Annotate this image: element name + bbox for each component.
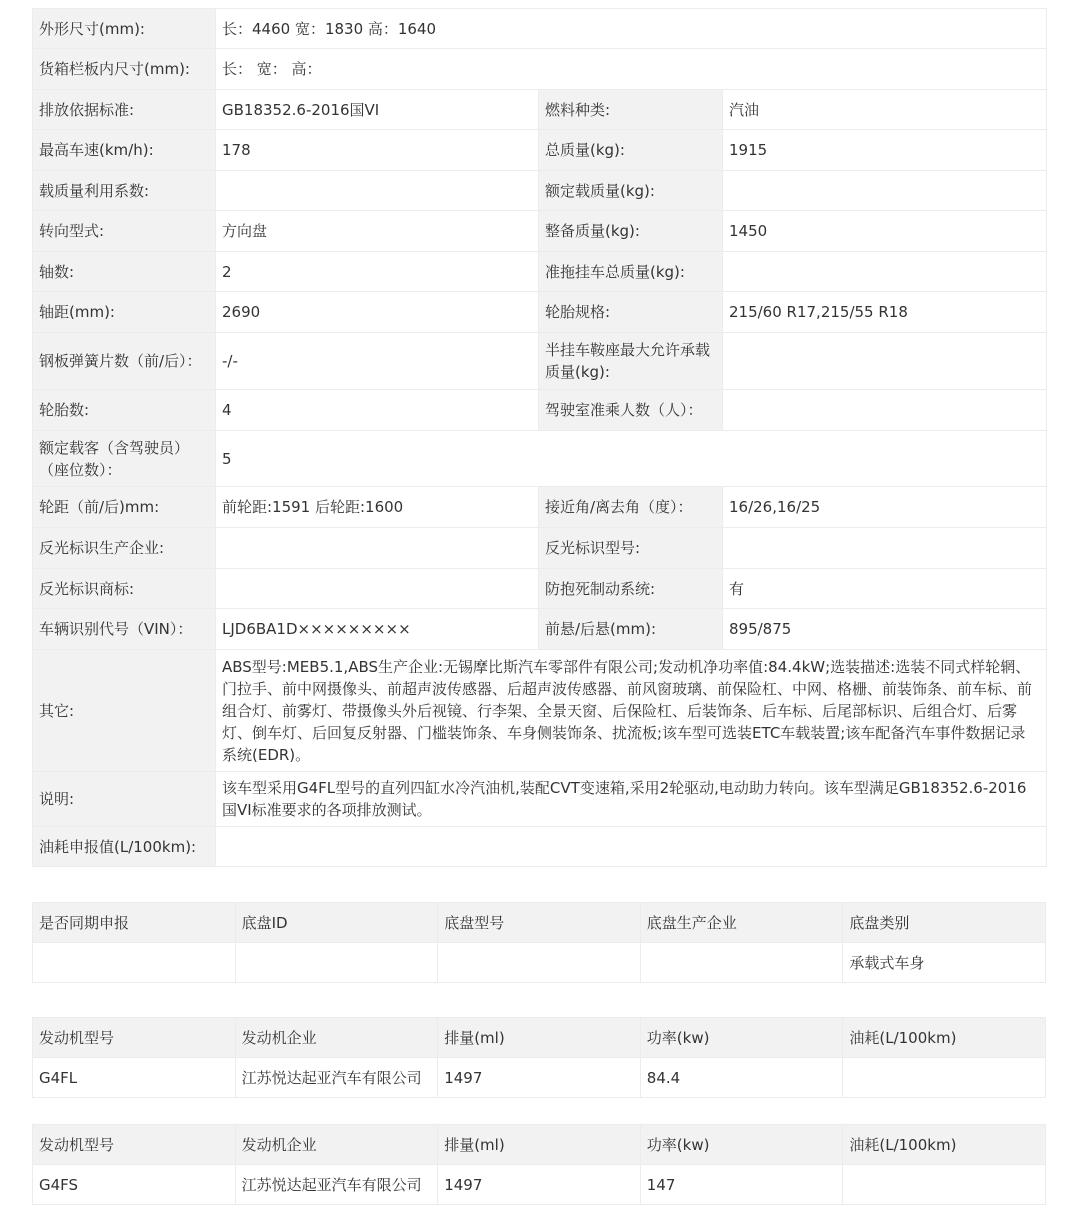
passenger-capacity-label: 额定载客（含驾驶员）（座位数）： (33, 431, 216, 487)
spec-row (33, 49, 1047, 90)
vin-value: LJD6BA1D××××××××× (216, 609, 539, 650)
vehicle-spec-table (32, 8, 1047, 867)
saddle-load-label: 半挂车鞍座最大允许承载质量(kg): (539, 333, 723, 390)
engine-cell: G4FL (33, 1058, 236, 1098)
spec-row (33, 772, 1047, 827)
spec-row (33, 528, 1047, 569)
cargo-dimensions-value: 长： 宽： 高： (216, 49, 1047, 90)
spec-row (33, 487, 1047, 528)
engine-header-cell: 发动机型号 (33, 1125, 236, 1165)
reflector-maker-label: 反光标识生产企业: (33, 528, 216, 569)
spec-row (33, 171, 1047, 211)
steering-type-value: 方向盘 (216, 211, 539, 252)
engine-data-row (33, 1165, 1046, 1205)
chassis-header-cell: 底盘ID (235, 903, 438, 943)
chassis-data-row (33, 943, 1046, 983)
tire-count-value: 4 (216, 390, 539, 431)
spec-row (33, 827, 1047, 867)
dimensions-value: 长：4460 宽：1830 高：1640 (216, 9, 1047, 49)
chassis-header-cell: 底盘生产企业 (640, 903, 843, 943)
spec-row (33, 90, 1047, 130)
passenger-capacity-value: 5 (216, 431, 1047, 487)
engine-cell: 江苏悦达起亚汽车有限公司 (235, 1165, 438, 1205)
engine-header-row (33, 1125, 1046, 1165)
trailer-mass-value (723, 252, 1047, 292)
engine-header-cell: 功率(kw) (640, 1125, 843, 1165)
tire-spec-label: 轮胎规格: (539, 292, 723, 333)
wheelbase-value: 2690 (216, 292, 539, 333)
wheelbase-label: 轴距(mm): (33, 292, 216, 333)
leaf-spring-value: -/- (216, 333, 539, 390)
engine-header-row (33, 1018, 1046, 1058)
engine-cell: 江苏悦达起亚汽车有限公司 (235, 1058, 438, 1098)
cargo-dimensions-label: 货箱栏板内尺寸(mm): (33, 49, 216, 90)
leaf-spring-label: 钢板弹簧片数（前/后）： (33, 333, 216, 390)
spec-row (33, 569, 1047, 609)
saddle-load-value (723, 333, 1047, 390)
cab-seats-label: 驾驶室准乘人数（人）： (539, 390, 723, 431)
chassis-cell (33, 943, 236, 983)
approach-departure-label: 接近角/离去角（度）： (539, 487, 723, 528)
axle-count-value: 2 (216, 252, 539, 292)
reflector-brand-label: 反光标识商标: (33, 569, 216, 609)
spec-row (33, 609, 1047, 650)
axle-count-label: 轴数: (33, 252, 216, 292)
reflector-model-label: 反光标识型号: (539, 528, 723, 569)
engine-cell: G4FS (33, 1165, 236, 1205)
emission-standard-value: GB18352.6-2016国VI (216, 90, 539, 130)
chassis-header-cell: 是否同期申报 (33, 903, 236, 943)
fuel-consumption-value (216, 827, 1047, 867)
note-label: 说明: (33, 772, 216, 827)
engine-header-cell: 发动机型号 (33, 1018, 236, 1058)
engine-table-2 (32, 1124, 1046, 1205)
tire-spec-value: 215/60 R17,215/55 R18 (723, 292, 1047, 333)
engine-header-cell: 油耗(L/100km) (843, 1125, 1046, 1165)
curb-mass-value: 1450 (723, 211, 1047, 252)
approach-departure-value: 16/26,16/25 (723, 487, 1047, 528)
other-label: 其它: (33, 650, 216, 772)
spec-row (33, 252, 1047, 292)
fuel-type-value: 汽油 (723, 90, 1047, 130)
fuel-type-label: 燃料种类: (539, 90, 723, 130)
fuel-consumption-label: 油耗申报值(L/100km): (33, 827, 216, 867)
engine-header-cell: 排量(ml) (438, 1125, 641, 1165)
chassis-header-row (33, 903, 1046, 943)
engine-cell: 1497 (438, 1165, 641, 1205)
engine-header-cell: 功率(kw) (640, 1018, 843, 1058)
emission-standard-label: 排放依据标准: (33, 90, 216, 130)
chassis-cell (235, 943, 438, 983)
rated-load-label: 额定载质量(kg): (539, 171, 723, 211)
spec-row (33, 390, 1047, 431)
engine-cell (843, 1165, 1046, 1205)
curb-mass-label: 整备质量(kg): (539, 211, 723, 252)
max-speed-value: 178 (216, 130, 539, 171)
spec-row (33, 431, 1047, 487)
spec-row (33, 650, 1047, 772)
engine-header-cell: 发动机企业 (235, 1018, 438, 1058)
overhang-label: 前悬/后悬(mm): (539, 609, 723, 650)
dimensions-label: 外形尺寸(mm): (33, 9, 216, 49)
reflector-maker-value (216, 528, 539, 569)
spec-row (33, 211, 1047, 252)
reflector-brand-value (216, 569, 539, 609)
gross-mass-label: 总质量(kg): (539, 130, 723, 171)
chassis-header-cell: 底盘型号 (438, 903, 641, 943)
engine-cell (843, 1058, 1046, 1098)
track-width-label: 轮距（前/后)mm: (33, 487, 216, 528)
chassis-cell (438, 943, 641, 983)
abs-value: 有 (723, 569, 1047, 609)
tire-count-label: 轮胎数: (33, 390, 216, 431)
load-factor-value (216, 171, 539, 211)
other-value: ABS型号:MEB5.1,ABS生产企业:无锡摩比斯汽车零部件有限公司;发动机净功率值:84.4kW;选装描述:选装不同式样轮辋、门拉手、前中网摄像头、前超声波传感器、后超声波传感器、前风窗玻璃、前保险杠、中网、格栅、前装饰条、前车标、前组合灯、前雾灯、带摄像头外后视镜、行李架、全景天窗、后保险杠、后装饰条、后车标、后尾部标识、后组合灯、后雾灯、倒车灯、后回复反射器、门槛装饰条、车身侧装饰条、扰流板;该车型可选装ETC车载装置;该车配备汽车事件数据记录系统(EDR)。 (216, 650, 1047, 772)
note-value: 该车型采用G4FL型号的直列四缸水冷汽油机,装配CVT变速箱,采用2轮驱动,电动助力转向。该车型满足GB18352.6-2016国VI标准要求的各项排放测试。 (216, 772, 1047, 827)
max-speed-label: 最高车速(km/h): (33, 130, 216, 171)
chassis-cell: 承载式车身 (843, 943, 1046, 983)
engine-cell: 1497 (438, 1058, 641, 1098)
engine-cell: 84.4 (640, 1058, 843, 1098)
chassis-table (32, 902, 1046, 983)
spec-row (33, 292, 1047, 333)
overhang-value: 895/875 (723, 609, 1047, 650)
spec-row (33, 333, 1047, 390)
engine-data-row (33, 1058, 1046, 1098)
spec-row (33, 9, 1047, 49)
reflector-model-value (723, 528, 1047, 569)
abs-label: 防抱死制动系统: (539, 569, 723, 609)
gross-mass-value: 1915 (723, 130, 1047, 171)
cab-seats-value (723, 390, 1047, 431)
vin-label: 车辆识别代号（VIN）： (33, 609, 216, 650)
engine-cell: 147 (640, 1165, 843, 1205)
chassis-cell (640, 943, 843, 983)
spec-row (33, 130, 1047, 171)
trailer-mass-label: 准拖挂车总质量(kg): (539, 252, 723, 292)
engine-header-cell: 排量(ml) (438, 1018, 641, 1058)
chassis-header-cell: 底盘类别 (843, 903, 1046, 943)
engine-table-1 (32, 1017, 1046, 1098)
load-factor-label: 载质量利用系数: (33, 171, 216, 211)
track-width-value: 前轮距:1591 后轮距:1600 (216, 487, 539, 528)
steering-type-label: 转向型式: (33, 211, 216, 252)
engine-header-cell: 油耗(L/100km) (843, 1018, 1046, 1058)
engine-header-cell: 发动机企业 (235, 1125, 438, 1165)
rated-load-value (723, 171, 1047, 211)
